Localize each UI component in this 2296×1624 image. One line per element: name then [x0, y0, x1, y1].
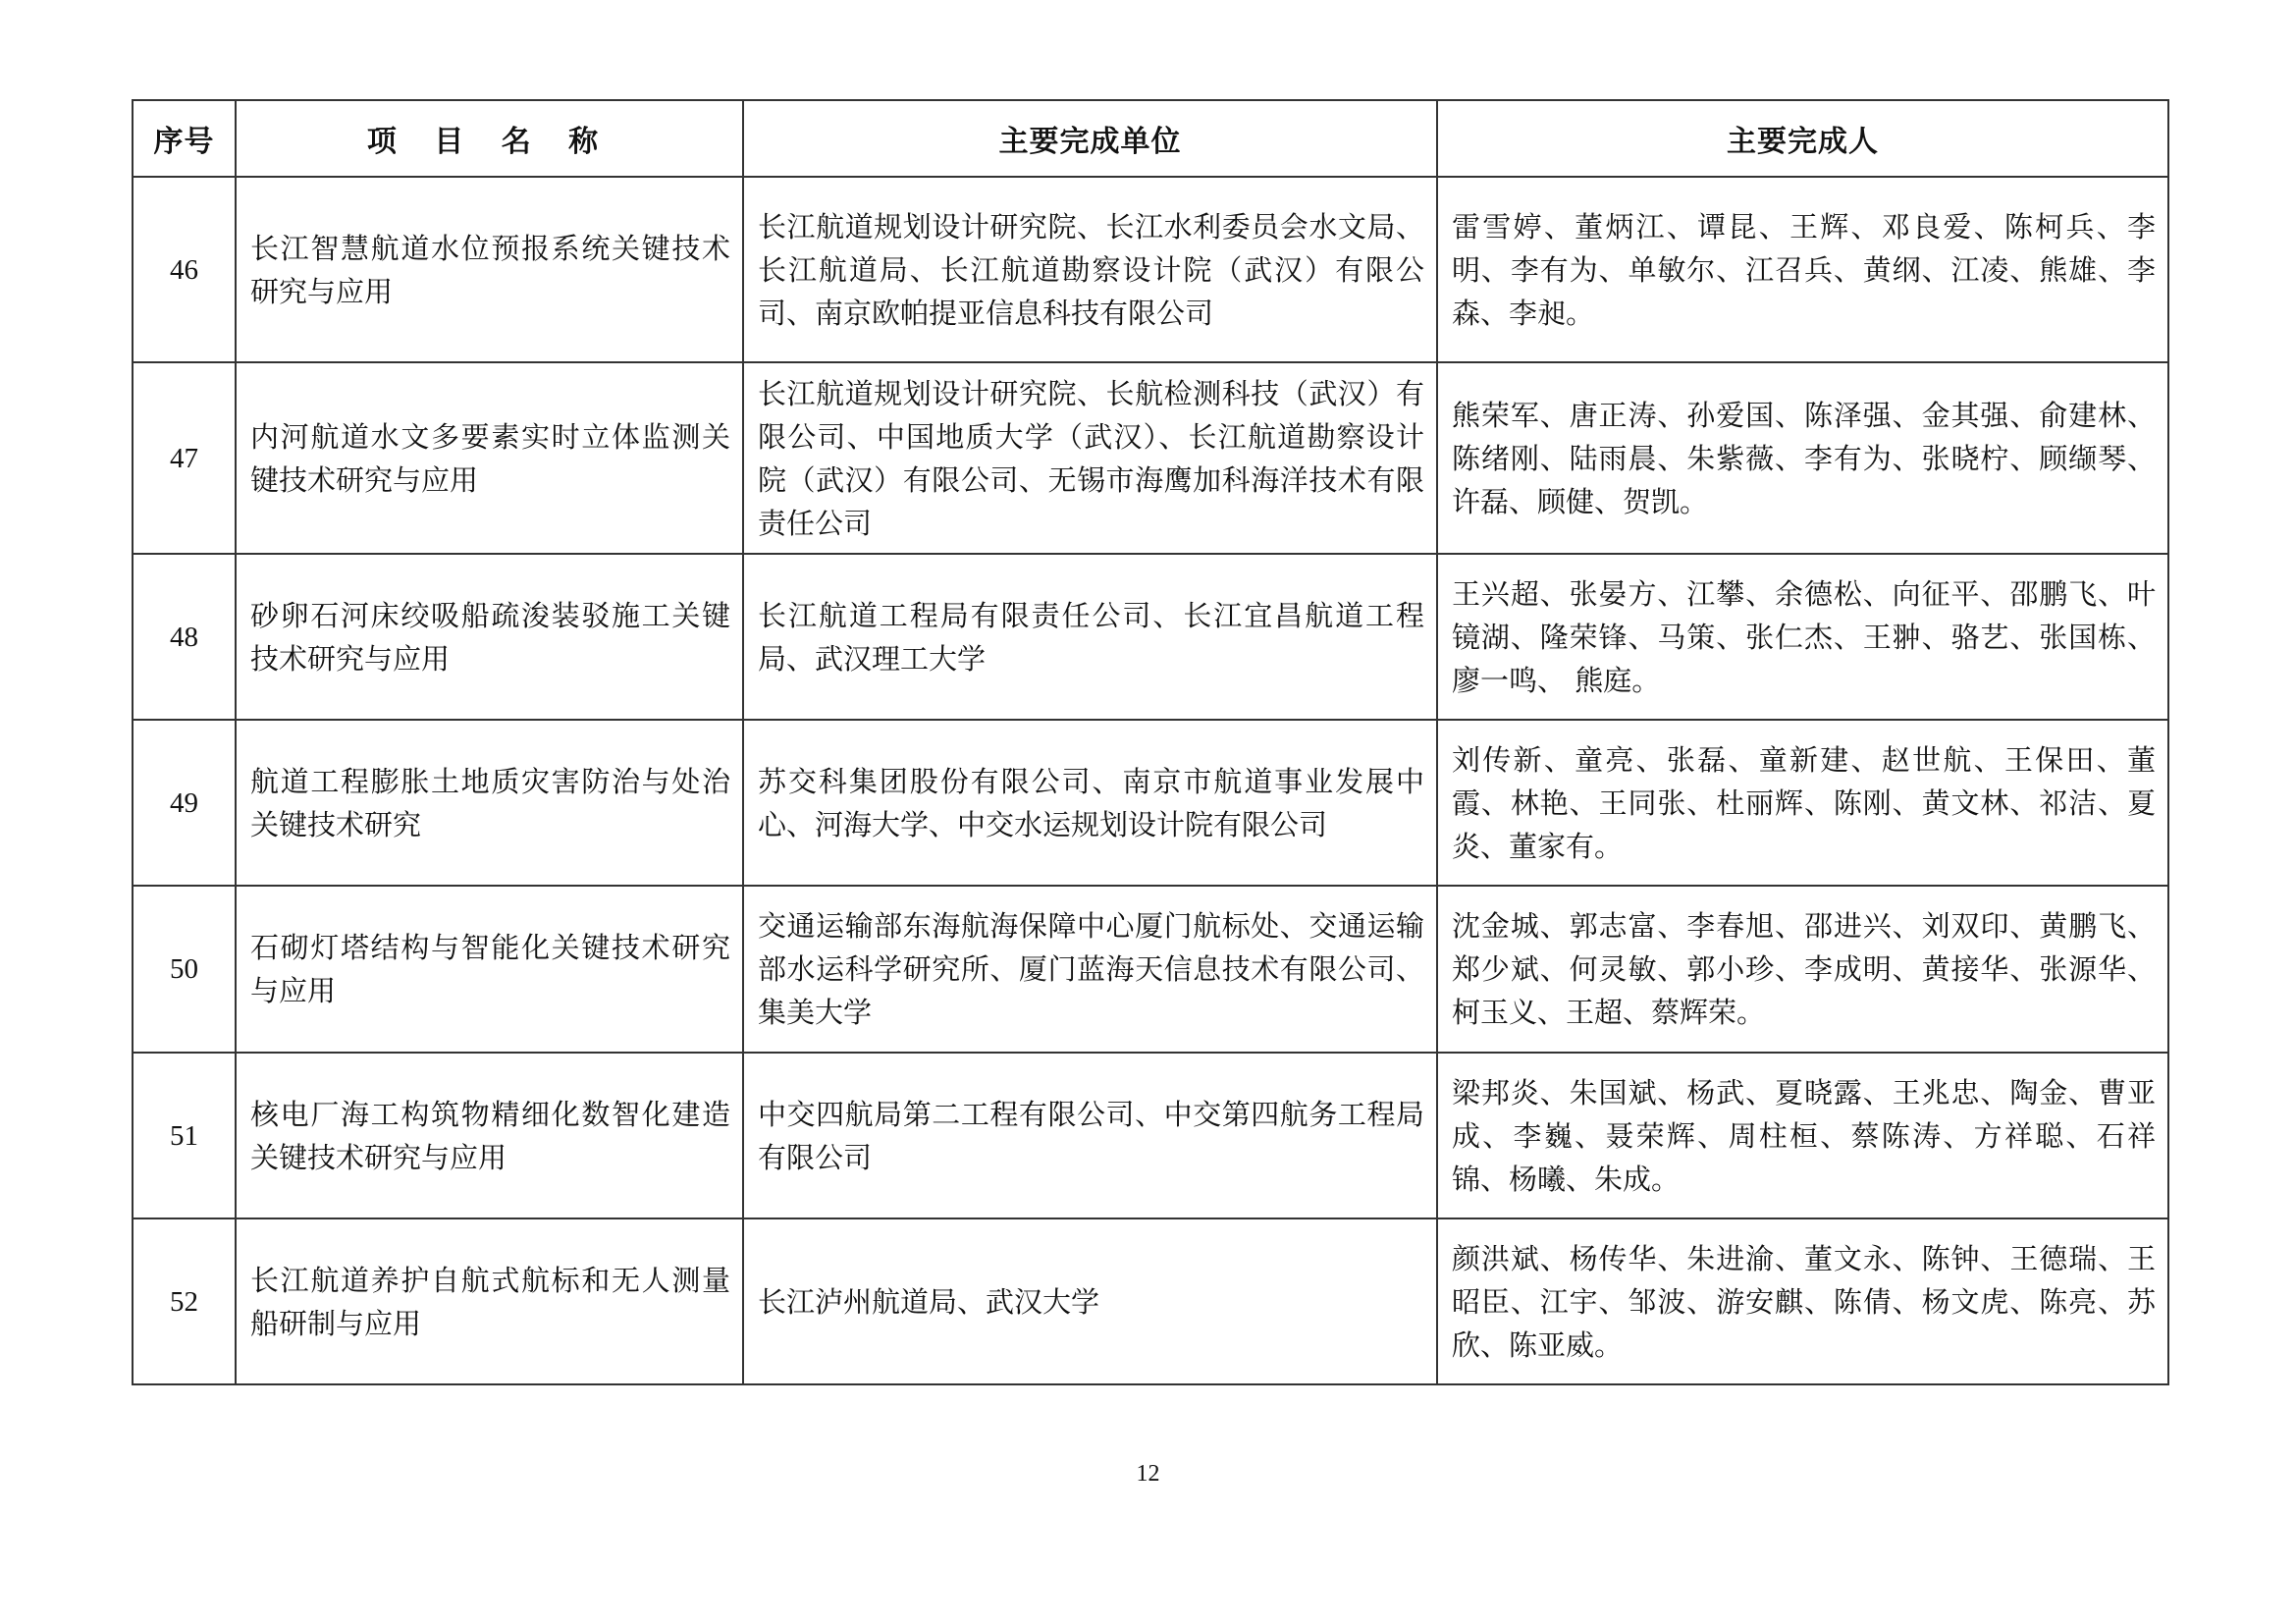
project-name: 砂卵石河床绞吸船疏浚装驳施工关键技术研究与应用: [236, 554, 743, 720]
main-unit: 长江航道规划设计研究院、长航检测科技（武汉）有限公司、中国地质大学（武汉）、长江航道勘察设计院（武汉）有限公司、无锡市海鹰加科海洋技术有限责任公司: [743, 362, 1437, 554]
table-row: [133, 554, 2168, 720]
main-unit: 长江泸州航道局、武汉大学: [743, 1218, 1437, 1384]
main-unit: 交通运输部东海航海保障中心厦门航标处、交通运输部水运科学研究所、厦门蓝海天信息技术有限公司、集美大学: [743, 886, 1437, 1053]
row-number: 47: [133, 362, 236, 554]
header-main-unit: 主要完成单位: [743, 100, 1437, 177]
project-name: 长江智慧航道水位预报系统关键技术研究与应用: [236, 177, 743, 362]
main-people: 雷雪婷、董炳江、谭昆、王辉、邓良爱、陈柯兵、李明、李有为、单敏尔、江召兵、黄纲、江凌、熊雄、李森、李昶。: [1437, 177, 2168, 362]
header-main-people: 主要完成人: [1437, 100, 2168, 177]
main-people: 颜洪斌、杨传华、朱进渝、董文永、陈钟、王德瑞、王昭臣、江宇、邹波、游安麒、陈倩、杨文虎、陈亮、苏欣、陈亚威。: [1437, 1218, 2168, 1384]
header-row: [133, 100, 2168, 177]
awards-table: [132, 99, 2169, 1385]
row-number: 52: [133, 1218, 236, 1384]
row-number: 46: [133, 177, 236, 362]
table-row: [133, 177, 2168, 362]
table-row: [133, 362, 2168, 554]
main-unit: 长江航道规划设计研究院、长江水利委员会水文局、长江航道局、长江航道勘察设计院（武汉）有限公司、南京欧帕提亚信息科技有限公司: [743, 177, 1437, 362]
project-name: 核电厂海工构筑物精细化数智化建造关键技术研究与应用: [236, 1053, 743, 1218]
main-unit: 中交四航局第二工程有限公司、中交第四航务工程局有限公司: [743, 1053, 1437, 1218]
table-header: [133, 100, 2168, 177]
main-unit: 长江航道工程局有限责任公司、长江宜昌航道工程局、武汉理工大学: [743, 554, 1437, 720]
header-project-name: 项 目 名 称: [236, 100, 743, 177]
table-row: [133, 720, 2168, 886]
row-number: 49: [133, 720, 236, 886]
main-people: 熊荣军、唐正涛、孙爱国、陈泽强、金其强、俞建林、陈绪刚、陆雨晨、朱紫薇、李有为、张晓柠、顾缬琴、许磊、顾健、贺凯。: [1437, 362, 2168, 554]
project-name: 内河航道水文多要素实时立体监测关键技术研究与应用: [236, 362, 743, 554]
row-number: 51: [133, 1053, 236, 1218]
page-number: 12: [1136, 1461, 1160, 1487]
main-people: 王兴超、张晏方、江攀、余德松、向征平、邵鹏飞、叶镜湖、隆荣锋、马策、张仁杰、王翀、骆艺、张国栋、廖一鸣、 熊庭。: [1437, 554, 2168, 720]
project-name: 长江航道养护自航式航标和无人测量船研制与应用: [236, 1218, 743, 1384]
table-row: [133, 886, 2168, 1053]
table-row: [133, 1053, 2168, 1218]
main-unit: 苏交科集团股份有限公司、南京市航道事业发展中心、河海大学、中交水运规划设计院有限公司: [743, 720, 1437, 886]
row-number: 48: [133, 554, 236, 720]
main-people: 沈金城、郭志富、李春旭、邵进兴、刘双印、黄鹏飞、郑少斌、何灵敏、郭小珍、李成明、黄接华、张源华、柯玉义、王超、蔡辉荣。: [1437, 886, 2168, 1053]
table-row: [133, 1218, 2168, 1384]
main-people: 梁邦炎、朱国斌、杨武、夏晓露、王兆忠、陶金、曹亚成、李巍、聂荣辉、周柱桓、蔡陈涛、方祥聪、石祥锦、杨曦、朱成。: [1437, 1053, 2168, 1218]
header-number: 序号: [133, 100, 236, 177]
main-people: 刘传新、童亮、张磊、童新建、赵世航、王保田、董霞、林艳、王同张、杜丽辉、陈刚、黄文林、祁洁、夏炎、董家有。: [1437, 720, 2168, 886]
row-number: 50: [133, 886, 236, 1053]
project-name: 航道工程膨胀土地质灾害防治与处治关键技术研究: [236, 720, 743, 886]
table-body: [133, 177, 2168, 1384]
project-name: 石砌灯塔结构与智能化关键技术研究与应用: [236, 886, 743, 1053]
